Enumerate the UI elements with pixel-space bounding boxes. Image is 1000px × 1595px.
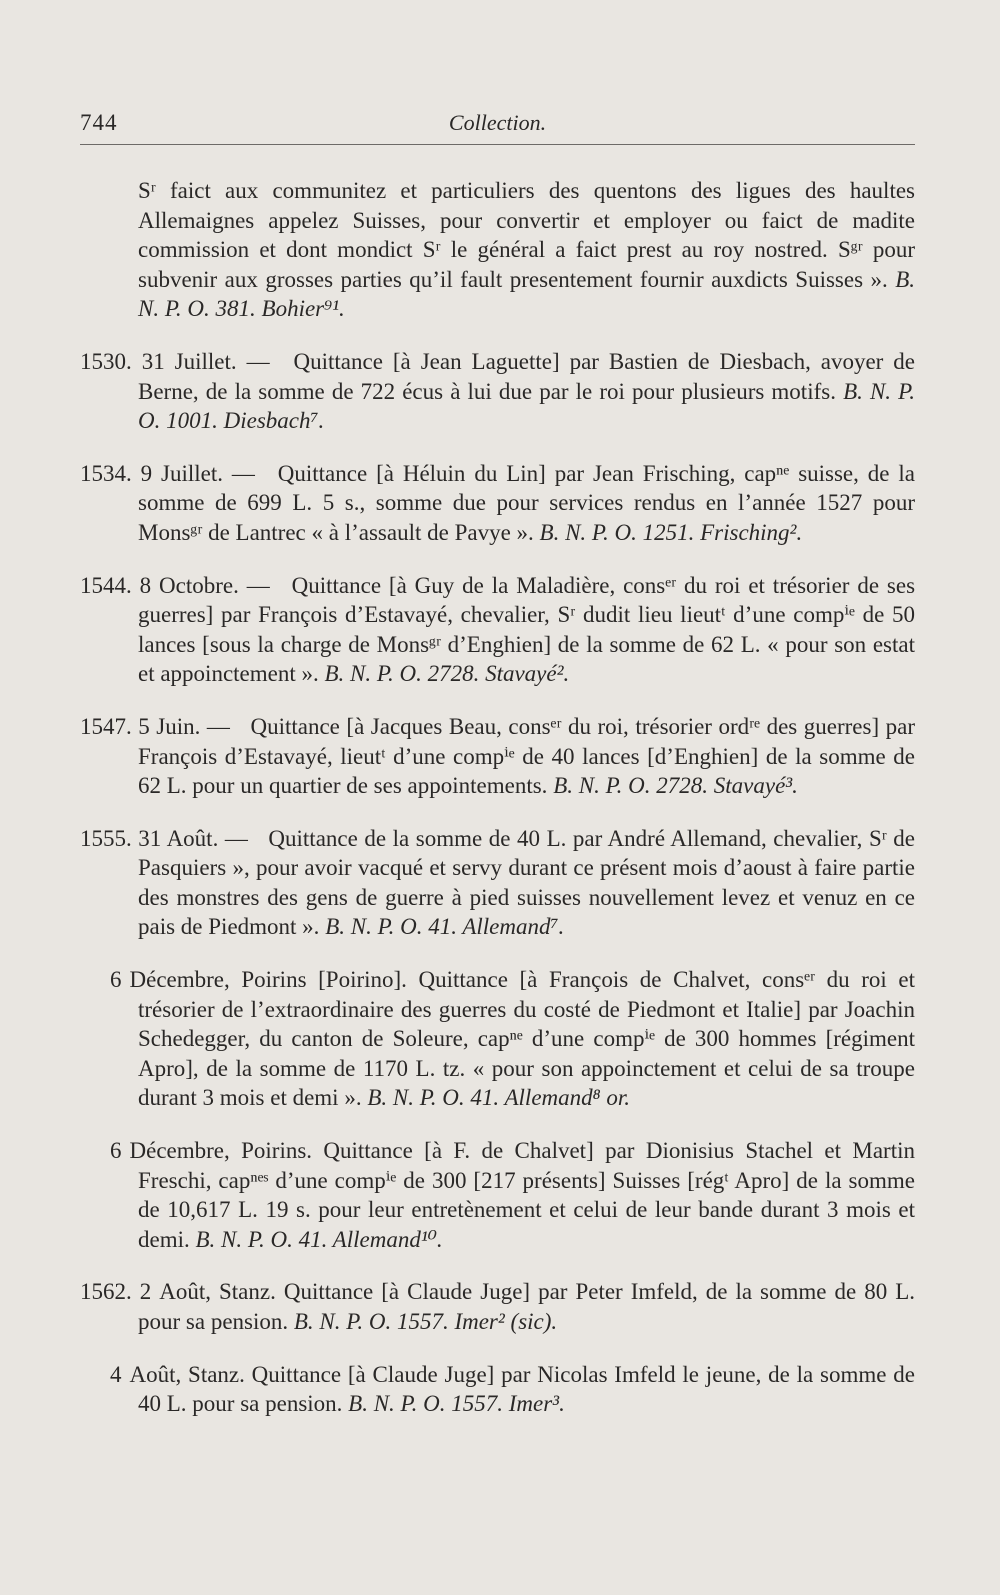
continued-entry <box>80 176 915 324</box>
page-header <box>80 110 915 145</box>
source-reference: B. N. P. O. 2728. Stavayé². <box>324 661 570 687</box>
entry-1555 <box>80 824 915 942</box>
page-body <box>80 176 915 1431</box>
source-reference: B. N. P. O. 41. Allemand⁷. <box>325 914 565 940</box>
entry-1547 <box>80 712 915 801</box>
entry-text: Quittance [à Héluin du Lin] par Jean Frisching, capⁿᵉ suisse, de la somme de 699 L. 5 s., somme due pour services rendus en l’année 1527 pour Monsᵍʳ de Lantrec « à l’assault de Pavye ». <box>138 460 915 545</box>
entry-1562 <box>80 1277 915 1336</box>
entry-1555-december-a <box>80 965 915 1113</box>
entry-day: 6 <box>110 967 122 993</box>
entry-1534 <box>80 459 915 548</box>
entry-date: 1547. 5 Juin. — <box>80 713 230 739</box>
entry-1562-august-4 <box>80 1360 915 1419</box>
entry-date: 1562. 2 <box>80 1279 152 1305</box>
entry-text: Sʳ faict aux communitez et particuliers des quentons des ligues des haultes Allemaignes appelez Suisses, pour convertir et employer ou faict de madite commission et dont mondict Sʳ le général a faict prest au roy nostred. Sᵍʳ pour subvenir aux grosses parties qu’il fault presentement fournir auxdicts Suisses ». <box>138 178 915 292</box>
entry-text: Août, Stanz. Quittance [à Claude Juge] par Peter Imfeld, de la somme de 80 L. pour sa pension. <box>138 1279 915 1334</box>
running-title: Collection. <box>448 110 547 135</box>
entry-date: 1544. 8 Octobre. — <box>80 572 270 598</box>
source-reference: B. N. P. O. 1251. Frisching². <box>539 519 803 545</box>
entry-text: Août, Stanz. Quittance [à Claude Juge] par Nicolas Imfeld le jeune, de la somme de 40 L. pour sa pension. <box>129 1361 915 1417</box>
entry-text: Décembre, Poirins [Poirino]. Quittance [à François de Chalvet, consᵉʳ du roi et trésorier de l’extraordinaire des guerres du costé de Piedmont et Italie] par Joachin Schedegger, du canton de Soleure, capⁿᵉ d’une compⁱᵉ de 300 hommes [régiment Apro], de la somme de 1170 L. tz. « pour son appoinctement et celui de sa troupe durant 3 mois et demi ». <box>129 967 915 1111</box>
page-number: 744 <box>80 110 118 135</box>
entry-text: Décembre, Poirins. Quittance [à F. de Chalvet] par Dionisius Stachel et Martin Freschi, capⁿᵉˢ d’une compⁱᵉ de 300 [217 présents] Suisses [régᵗ Apro] de la somme de 10,617 L. 19 s. pour leur entretènement et celui de leur bande durant 3 mois et demi. <box>129 1138 915 1252</box>
entry-date: 1534. 9 Juillet. — <box>80 460 255 486</box>
entry-text: Quittance de la somme de 40 L. par André Allemand, chevalier, Sʳ de Pasquiers », pour avoir vacqué et servy durant ce présent mois d’aoust à faire partie des monstres des gens de guerre à pied suisses nouvellement levez et venuz en ce pais de Piedmont ». <box>138 825 915 940</box>
entry-1530 <box>80 347 915 436</box>
entry-text: Quittance [à Jacques Beau, consᵉʳ du roi, trésorier ordʳᵉ des guerres] par François d’Estavayé, lieutᵗ d’une compⁱᵉ de 40 lances [d’Enghien] de la somme de 62 L. pour un quartier de ses appointements. <box>138 713 916 799</box>
entry-day: 6 <box>110 1138 122 1164</box>
source-reference: B. N. P. O. 381. Bohier⁹¹. <box>138 266 916 322</box>
source-reference: B. N. P. O. 1001. Diesbach⁷. <box>138 378 915 434</box>
source-reference: B. N. P. O. 2728. Stavayé³. <box>553 773 798 799</box>
entry-text: Quittance [à Jean Laguette] par Bastien de Diesbach, avoyer de Berne, de la somme de 722 écus à lui due par le roi pour plusieurs motifs. <box>138 348 915 404</box>
entry-text: Quittance [à Guy de la Maladière, consᵉʳ du roi et trésorier de ses guerres] par François d’Estavayé, chevalier, Sʳ dudit lieu lieutᵗ d’une compⁱᵉ de 50 lances [sous la charge de Monsᵍʳ d’Enghien] de la somme de 62 L. « pour son estat et appoinctement ». <box>138 572 916 687</box>
entry-date: 1530. 31 Juillet. — <box>80 348 270 374</box>
source-reference: B. N. P. O. 1557. Imer³. <box>348 1391 565 1417</box>
source-reference: B. N. P. O. 1557. Imer² (sic). <box>293 1309 558 1334</box>
entry-day: 4 <box>110 1361 122 1387</box>
entry-1544 <box>80 571 915 689</box>
source-reference: B. N. P. O. 41. Allemand¹⁰. <box>195 1226 443 1252</box>
source-reference: B. N. P. O. 41. Allemand⁸ or. <box>367 1085 631 1111</box>
entry-1555-december-b <box>80 1136 915 1254</box>
entry-date: 1555. 31 Août. — <box>80 825 248 851</box>
